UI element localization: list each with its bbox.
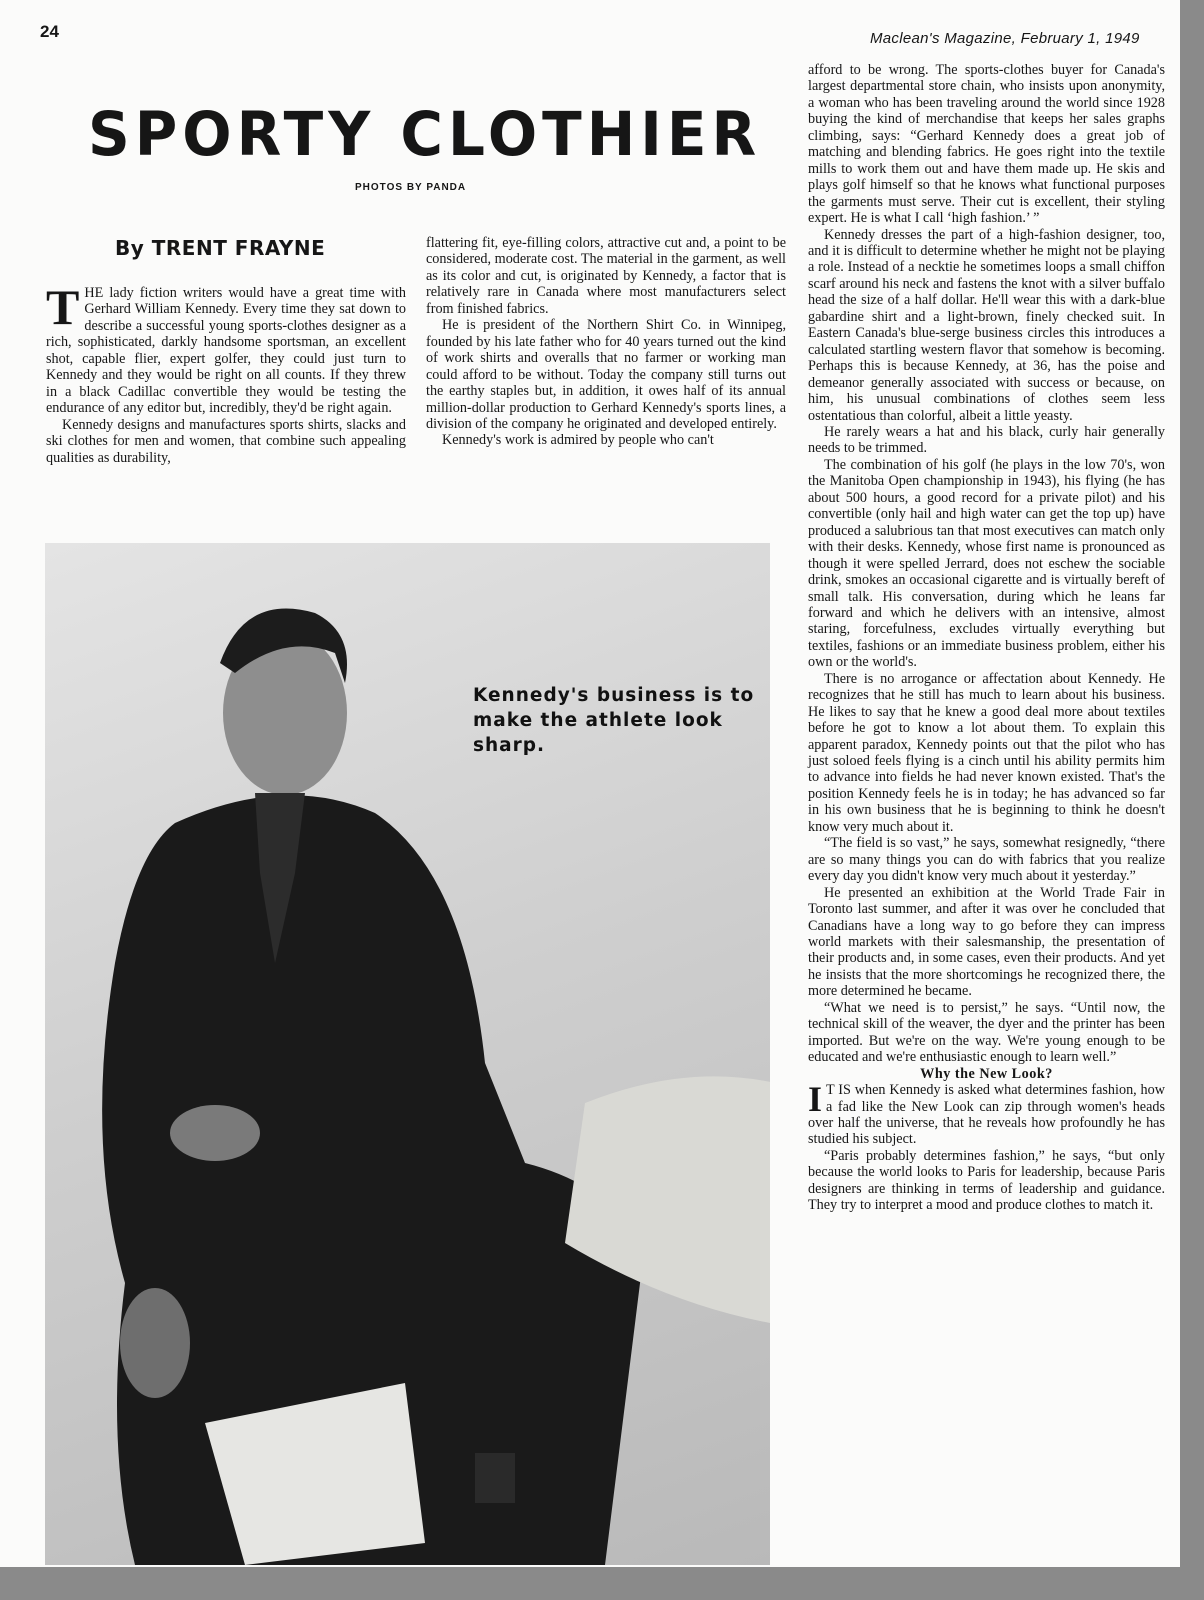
paragraph: Kennedy designs and manufactures sports shirts, slacks and ski clothes for men and women, that combine such appealing qualities as durability, xyxy=(46,416,406,466)
paragraph: He is president of the Northern Shirt Co. in Winnipeg, founded by his late father who for 40 years turned out the kind of work shirts and overalls that no farmer or working man could afford to be without. Today the company still turns out the earthy staples but, in addition, it owes half of its annual million-dollar production to Gerhard Kennedy's sports lines, a division of the company he originated and developed entirely. xyxy=(426,317,786,432)
column-2 xyxy=(426,235,786,449)
paragraph: flattering fit, eye-filling colors, attractive cut and, a point to be considered, moderate cost. The material in the garment, as well as its color and cut, is originated by Kennedy, a factor that is relatively rare in Canada where most manufacturers select from finished fabrics. xyxy=(426,235,786,317)
paragraph: He presented an exhibition at the World Trade Fair in Toronto last summer, and after it was over he concluded that Canadians have a long way to go before they can impress world markets with their salesmanship, the presentation of their products and, in some cases, even their products. And yet he insists that the more shortcomings he recognized there, the more determined he became. xyxy=(808,884,1165,1000)
drop-cap: T xyxy=(46,279,80,335)
column-1 xyxy=(46,279,406,466)
paragraph: THE lady fiction writers would have a great time with Gerhard William Kennedy. Every time they sat down to describe a successful young sports-clothes designer as a rich, sophisticated, darkly handsome sportsman, an excellent shot, capable flier, expert golfer, they could just turn to Kennedy and they would be right on all counts. If they threw in a black Cadillac convertible they would be testing the endurance of any editor but, incredibly, they'd be right again. xyxy=(46,279,406,417)
photo-caption: Kennedy's business is to make the athlete look sharp. xyxy=(473,685,755,756)
running-head: Maclean's Magazine, February 1, 1949 xyxy=(870,30,1140,47)
paragraph: “Paris probably determines fashion,” he says, “but only because the world looks to Paris for leadership, because Paris designers are thinking in terms of leadership and guidance. They try to interpret a mood and produce clothes to match it. xyxy=(808,1147,1165,1214)
article-title: SPORTY CLOTHIER xyxy=(88,98,762,170)
page-number: 24 xyxy=(40,22,59,41)
paragraph: I T IS when Kennedy is asked what determines fashion, how a fad like the New Look can zip through women's heads over half the universe, that he reveals how profoundly he has studied his subject. xyxy=(808,1079,1165,1148)
subheading: Why the New Look? xyxy=(920,1065,1053,1082)
paragraph: He rarely wears a hat and his black, curly hair generally needs to be trimmed. xyxy=(808,423,1165,457)
column-3 xyxy=(808,62,1165,1214)
drop-cap: I xyxy=(808,1079,823,1120)
paragraph: The combination of his golf (he plays in the low 70's, won the Manitoba Open championship in 1943), his flying (he has about 500 hours, a good record for a private pilot) and his convertible (only hail and high water can get the top up) have produced a salubrious tan that most executives can match only with their desks. Kennedy, whose first name is pronounced as though it were spelled Jerrard, does not eschew the sociable drink, smokes an occasional cigarette and is virtually bereft of small talk. His conversation, during which he leans far forward and which he delivers with an intensive, almost staring, forcefulness, excludes virtually everything but textiles, fashions or an immediate business problem, either his own or the world's. xyxy=(808,456,1165,671)
paragraph: “The field is so vast,” he says, somewhat resignedly, “there are so many things you can do with fabrics that you realize every day you didn't know very much about it yesterday.” xyxy=(808,835,1165,885)
photo-credit: PHOTOS BY PANDA xyxy=(355,182,467,193)
paragraph: There is no arrogance or affectation about Kennedy. He recognizes that he still has much to learn about his business. He likes to say that he knew a good deal more about textiles before he got to know a lot about them. To explain this apparent paradox, Kennedy points out that the pilot who has just soloed feels flying is a cinch until his ability permits him to advance into fields he had never known existed. That's the position Kennedy feels he is in today; he has advanced so far in his own business that he is beginning to think he doesn't know very much about it. xyxy=(808,670,1165,835)
paragraph: “What we need is to persist,” he says. “Until now, the technical skill of the weaver, the dyer and the printer has been imported. But we're on the way. We're young enough to be educated and we're enthusiastic enough to learn well.” xyxy=(808,999,1165,1066)
byline: By TRENT FRAYNE xyxy=(115,236,326,260)
paragraph: Kennedy dresses the part of a high-fashion designer, too, and it is difficult to determine whether he might not be playing a role. Instead of a necktie he sometimes loops a small chiffon scarf around his neck and fastens the knot with a silver buffalo head the size of a half dollar. He'll wear this with a dark-blue gabardine shirt and a light-brown, finely checked suit. In Eastern Canada's blue-serge business circles this introduces a calculated startling western flavor that somehow is becoming. Perhaps this is because Kennedy, at 36, has the poise and demeanor generally associated with success or because, on him, his unusual combinations of clothes seem less ostentatious than colorful, albeit a little yeasty. xyxy=(808,226,1165,424)
paragraph: afford to be wrong. The sports-clothes buyer for Canada's largest departmental store chain, who insists upon anonymity, a woman who has been traveling around the world since 1928 buying the kind of merchandise that keeps her sales graphs climbing, says: “Gerhard Kennedy does a great job of matching and blending fabrics. He goes right into the textile mills to work them out and have them made up. He skis and plays golf himself so that he knows what functional purposes the garments must serve. Their cut is excellent, their styling expert. He is what I call ‘high fashion.’ ” xyxy=(808,62,1165,227)
portrait-photo xyxy=(45,543,770,1565)
paragraph: Kennedy's work is admired by people who can't xyxy=(442,432,714,449)
